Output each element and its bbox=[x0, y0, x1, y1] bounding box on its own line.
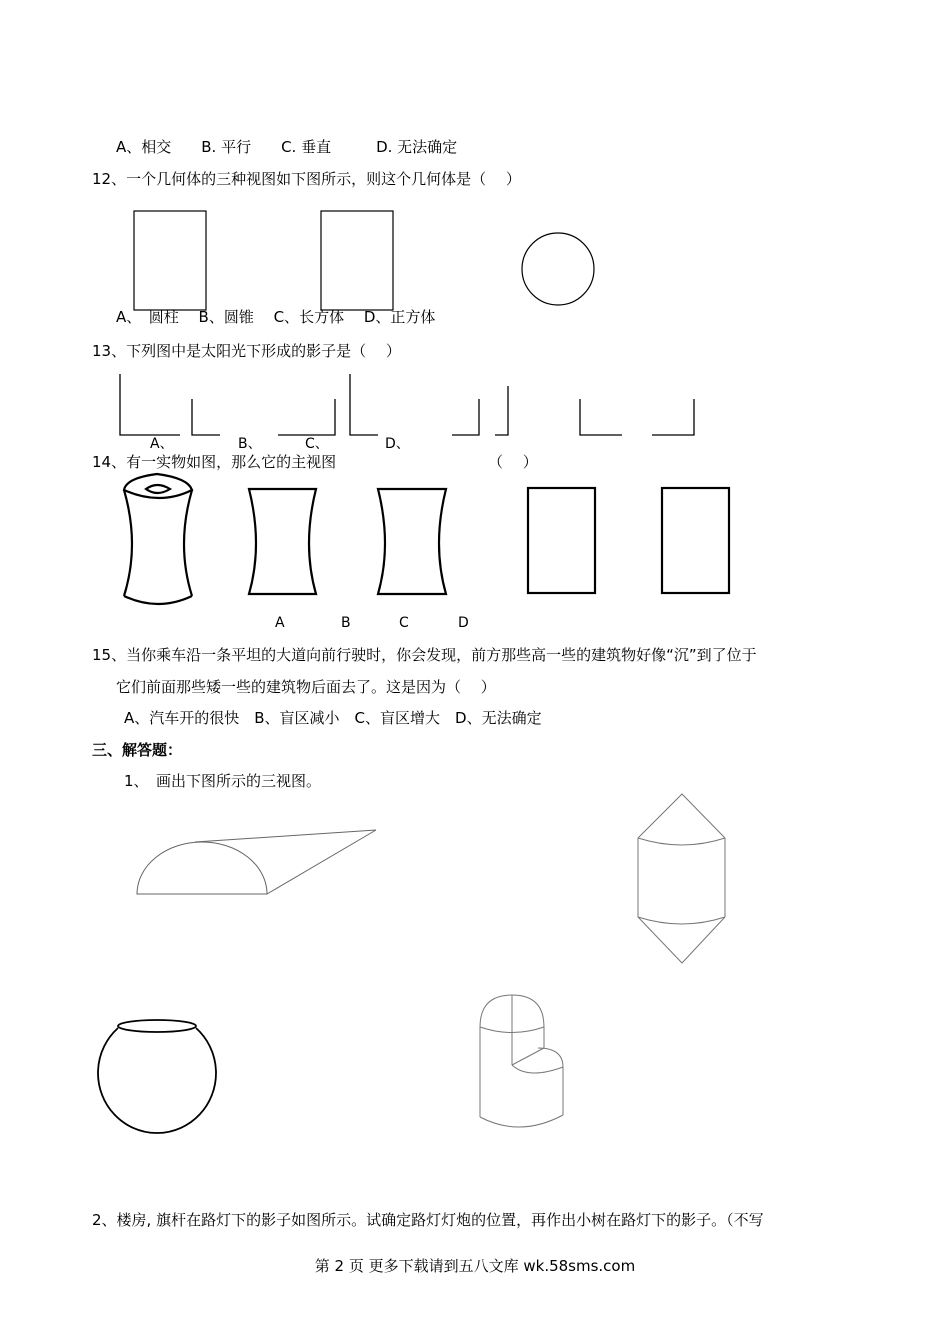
q12-options: A、 圆柱 B、圆锥 C、长方体 D、正方体 bbox=[116, 308, 436, 326]
q13-label-a: A、 bbox=[150, 436, 174, 452]
q13-label-d: D、 bbox=[385, 436, 410, 452]
q11-options: A、相交 B. 平行 C. 垂直 D. 无法确定 bbox=[116, 138, 458, 156]
q13-label-c: C、 bbox=[305, 436, 329, 452]
q15-options: A、汽车开的很快 B、盲区减小 C、盲区增大 D、无法确定 bbox=[124, 709, 542, 727]
page-footer: 第 2 页 更多下载请到五八文库 wk.58sms.com bbox=[314, 1257, 636, 1275]
section3-heading: 三、解答题： bbox=[92, 741, 183, 759]
q15-stem-line2: 它们前面那些矮一些的建筑物后面去了。这是因为（ ） bbox=[116, 678, 496, 696]
q14-paren: （ ） bbox=[488, 453, 538, 471]
q13-stem: 13、下列图中是太阳光下形成的影子是（ ） bbox=[92, 342, 401, 360]
section3-q1: 1、 画出下图所示的三视图。 bbox=[124, 772, 322, 790]
q14-label-a: A bbox=[275, 615, 285, 631]
q14-label-d: D bbox=[458, 615, 469, 631]
q12-stem: 12、一个几何体的三种视图如下图所示，则这个几何体是（ ） bbox=[92, 170, 521, 188]
q14-label-c: C bbox=[399, 615, 409, 631]
section3-q2: 2、楼房, 旗杆在路灯下的影子如图所示。试确定路灯灯炮的位置，再作出小树在路灯下的影子。（不写 bbox=[92, 1211, 764, 1229]
q14-stem: 14、有一实物如图，那么它的主视图 bbox=[92, 453, 337, 471]
q15-stem-line1: 15、当你乘车沿一条平坦的大道向前行驶时，你会发现，前方那些高一些的建筑物好像“沉”到了位于 bbox=[92, 646, 757, 664]
q14-label-b: B bbox=[341, 615, 351, 631]
q13-label-b: B、 bbox=[238, 436, 262, 452]
